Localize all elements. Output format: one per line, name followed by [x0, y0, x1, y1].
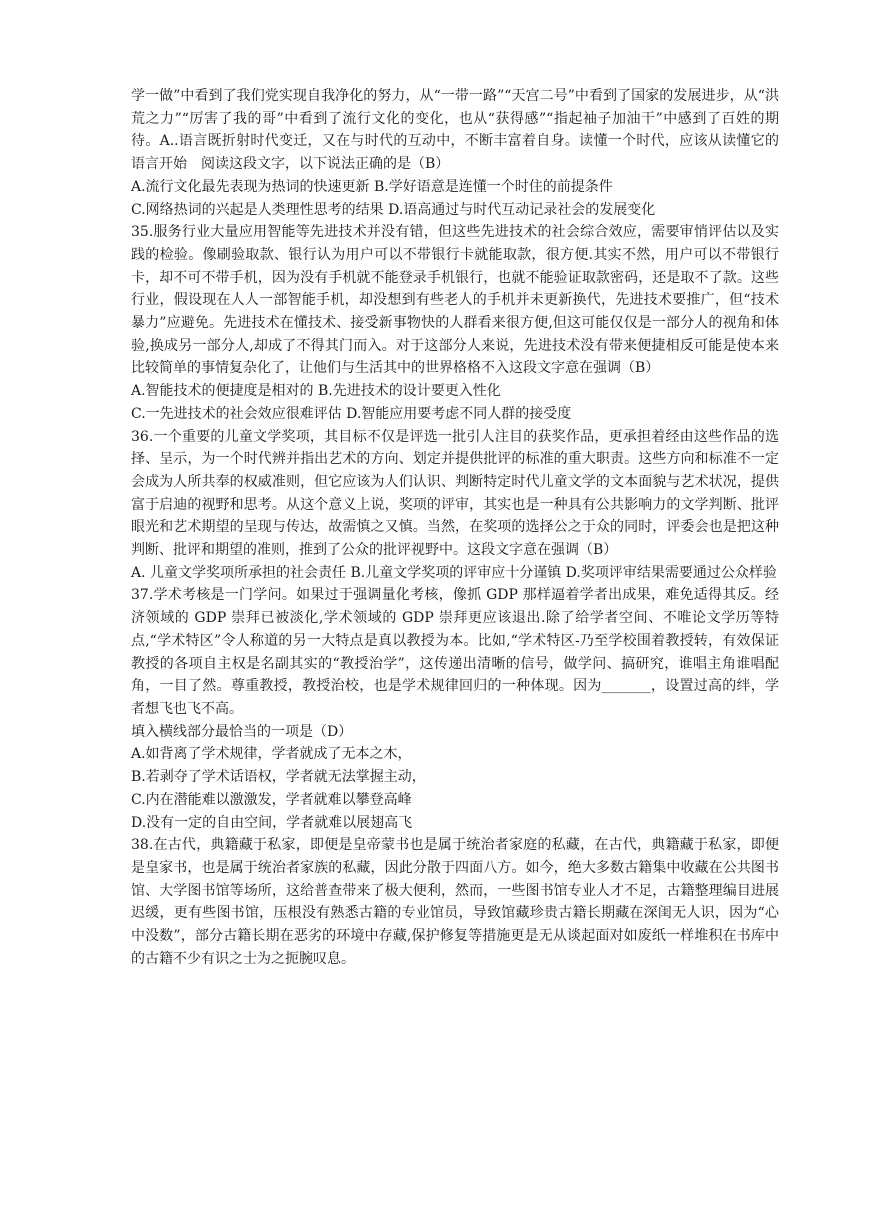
option-line-34-cd: C.网络热词的兴起是人类理性思考的结果 D.语高通过与时代互动记录社会的发展变化 — [131, 201, 656, 218]
option-line-36: A. 儿童文学奖项所承担的社会责任 B.儿童文学奖项的评审应十分谨镇 D.奖项评审结果需要通过公众样验 — [131, 564, 777, 581]
question-37: 37.学术考核是一门学问。如果过于强调量化考核，像抓 GDP 那样逼着学者出成果，难免适得其反。经济领域的 GDP 崇拜已被淡化,学术领域的 GDP 崇拜更应该退出.除了给学者空间、不唯论文学历等特点,“学术特区”令人称道的另一大特点是真以教授为本。比如,“学术特区-乃至学校围着教授转，有效保证教授的各项自主权是名副其实的“教授治学”，这传递出清晰的信号，做学问、搞研究，谁唱主角谁唱配角，一目了然。尊重教授，教授治校，也是学术规律回归的一种体现。因为_______，设置过高的绊，学者想飞也飞不高。 — [131, 587, 779, 717]
question-38: 38.在古代，典籍藏于私家，即便是皇帝蒙书也是属于统治者家庭的私藏，在古代，典籍藏于私家，即便是皇家书，也是属于统治者家族的私藏，因此分散于四面八方。如今，绝大多数古籍集中收藏在公共图书馆、大学图书馆等场所，这给普查带来了极大便利，然而，一些图书馆专业人才不足，古籍整理编目进展迟缓，更有些图书馆，压根没有熟悉古籍的专业馆员，导致馆藏珍贵古籍长期藏在深闺无人识，因为“心中没数”，部分古籍长期在恶劣的环境中存藏,保护修复等措施更是无从谈起面对如废纸一样堆积在书库中的古籍不少有识之士为之扼腕叹息。 — [131, 837, 779, 967]
option-37-d: D.没有一定的自由空间，学者就难以展翅高飞 — [131, 814, 413, 831]
question-36: 36.一个重要的儿童文学奖项，其目标不仅是评选一批引人注目的获奖作品，更承担着经由这些作品的选择、呈示，为一个时代辨并指出艺术的方向、划定并提供批评的标准的重大职责。这些方向和标准不一定会成为人所共奉的权威准则，但它应该为人们认识、判断特定时代儿童文学的文本面貌与艺术状况，提供富于启迪的视野和思考。从这个意义上说，奖项的评审，其实也是一种具有公共影响力的文学判断、批评眼光和艺术期望的呈现与传达，故需慎之又慎。当然，在奖项的选择公之于众的同时，评委会也是把这种判断、批评和期望的准则，推到了公众的批评视野中。这段文字意在强调（B） — [131, 428, 779, 559]
option-37-b: B.若剥夺了学术话语权，学者就无法掌握主动， — [131, 769, 426, 786]
passage-34-tail: 学一做”中看到了我们党实现自我净化的努力，从“一带一路”“天宫二号”中看到了国家的发展进步，从“洪荒之力”“厉害了我的哥”中看到了流行文化的变化，也从“获得感”“指起袖子加油干”中感到了百姓的期待。A..语言既折射时代变迁，又在与时代的互动中，不断丰富着自身。读懂一个时代，应该从读懂它的语言开始 阅读这段文字，以下说法正确的是（B） — [131, 88, 779, 173]
option-line-35-ab: A.智能技术的便捷度是相对的 B.先进技术的设计要更入性化 — [131, 383, 501, 400]
option-37-c: C.内在潜能难以激激发，学者就难以攀登高峰 — [131, 791, 412, 808]
option-line-34-ab: A.流行文化最先表现为热词的快速更新 B.学好语意是连懂一个时住的前提条件 — [131, 178, 613, 195]
option-37-a: A.如背离了学术规律，学者就成了无本之木， — [131, 746, 412, 763]
option-line-35-cd: C.一先进技术的社会效应很难评估 D.智能应用要考虑不同人群的接受度 — [131, 405, 572, 422]
question-35: 35.服务行业大量应用智能等先进技术并没有错，但这些先进技术的社会综合效应，需要审悄评估以及实践的检验。像刷验取款、银行认为用户可以不带银行卡就能取款，很方便.其实不然，用户可以不带银行卡，却不可不带手机，因为没有手机就不能登录手机银行，也就不能验证取款密码，还是取不了款。这些行业，假设现在人人一部智能手机，却没想到有些老人的手机并未更新换代，先进技术要推广，但“技术暴力”应避免。先进技术在懂技术、接受新事物快的人群看来很方便,但这可能仅仅是一部分人的视角和体验,换成另一部分人,却成了不得其门而入。对于这部分人来说，先进技术没有带来便捷相反可能是使本来比较简单的事情复杂化了，让他们与生活其中的世界格格不入这段文字意在强调（B） — [131, 224, 779, 377]
question-37-prompt: 填入横线部分最恰当的一项是（D） — [131, 723, 353, 740]
